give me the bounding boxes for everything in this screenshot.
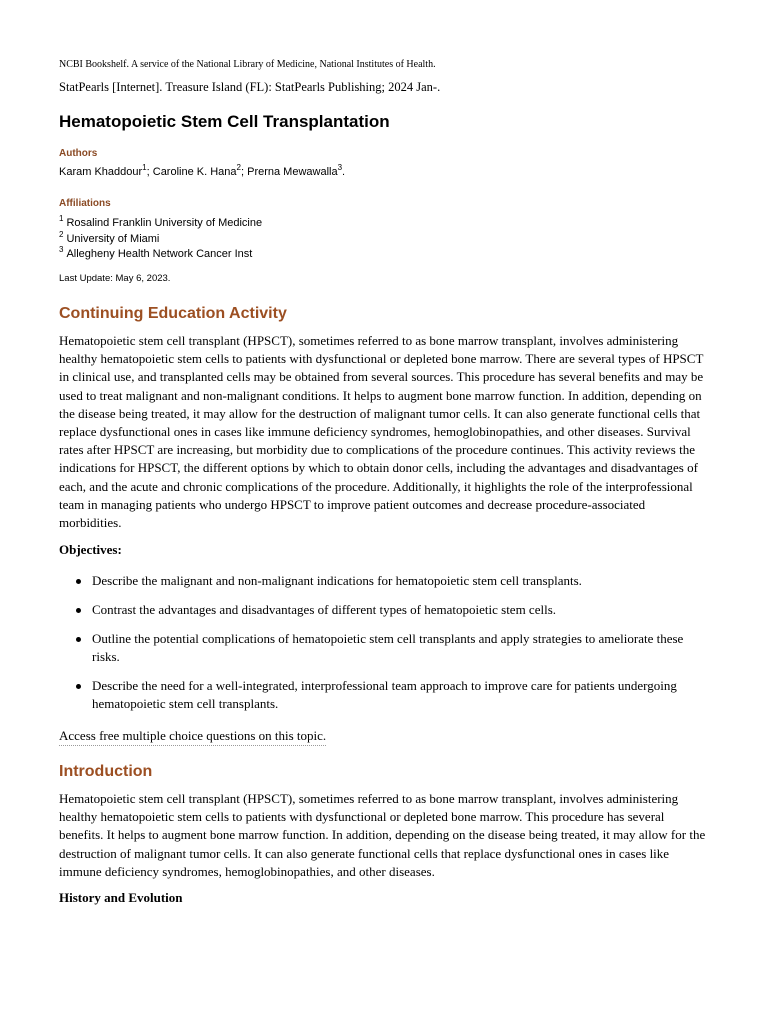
objective-item xyxy=(59,601,709,619)
affiliation-number: 3 xyxy=(59,245,64,254)
bullet-icon xyxy=(76,637,81,642)
cea-heading: Continuing Education Activity xyxy=(59,305,287,322)
author-name[interactable]: Karam Khaddour xyxy=(59,166,143,178)
authors-line xyxy=(59,163,346,178)
affiliation-name: Allegheny Health Network Cancer Inst xyxy=(66,248,253,260)
objective-text: Describe the malignant and non-malignant indications for hematopoietic stem cell transplants. xyxy=(92,573,582,588)
last-update: Last Update: May 6, 2023. xyxy=(59,273,171,284)
objective-item xyxy=(59,677,709,713)
author-name[interactable]: Prerna Mewawalla xyxy=(247,166,338,178)
cea-paragraph: Hematopoietic stem cell transplant (HPSCT), sometimes referred to as bone marrow transplant, involves administering healthy hematopoietic stem cells to patients with dysfunctional or depleted bone marrow. There are several types of HPSCT in clinical use, and transplanted cells may be obtained from several sources. This procedure has several benefits and may be used to treat malignant and non-malignant conditions. It helps to augment bone marrow function. In addition, depending on the disease being treated, it may allow for the destruction of malignant tumor cells. It can also generate functional cells that replace dysfunctional ones in cases like immune deficiency syndromes, hemoglobinopathies, and other diseases. Survival rates after HPSCT are increasing, but morbidity due to complications of the procedure continues. This activity reviews the indications for HPSCT, the different options by which to obtain donor cells, including the advantages and disadvantages of each, and the acute and chronic complications of the procedure. Additionally, it highlights the role of the interprofessional team in managing patients who undergo HPSCT to improve patient outcomes and decrease procedure-associated morbidities. xyxy=(59,333,704,531)
objective-text: Describe the need for a well-integrated, interprofessional team approach to improve care for patients undergoing hematopoietic stem cell transplants. xyxy=(92,678,677,712)
affiliation-item xyxy=(59,229,262,248)
affiliations-label: Affiliations xyxy=(59,198,111,209)
introduction-heading: Introduction xyxy=(59,763,153,780)
affiliation-number: 1 xyxy=(59,214,64,223)
citation-line: StatPearls [Internet]. Treasure Island (FL): StatPearls Publishing; 2024 Jan-. xyxy=(59,80,441,94)
affiliation-item xyxy=(59,247,262,263)
objective-text: Contrast the advantages and disadvantages of different types of hematopoietic stem cells. xyxy=(92,602,557,617)
objective-text: Outline the potential complications of hematopoietic stem cell transplants and apply strategies to ameliorate these risks. xyxy=(92,631,684,665)
author-affiliation-ref: 1 xyxy=(142,163,147,172)
objective-item xyxy=(59,630,709,666)
authors-label: Authors xyxy=(59,148,98,159)
affiliation-name: University of Miami xyxy=(66,232,160,245)
author-separator: ; xyxy=(240,166,248,178)
affiliations-list xyxy=(59,216,262,263)
affiliation-number: 2 xyxy=(59,229,64,239)
author-affiliation-ref: 2 xyxy=(236,163,241,172)
author-separator: ; xyxy=(146,166,153,178)
objective-item xyxy=(59,572,709,590)
bullet-icon xyxy=(76,579,81,584)
bullet-icon xyxy=(76,684,81,689)
affiliation-item xyxy=(59,216,262,232)
author-name[interactable]: Caroline K. Hana xyxy=(152,166,237,178)
article-title: Hematopoietic Stem Cell Transplantation xyxy=(59,112,390,131)
affiliation-name: Rosalind Franklin University of Medicine xyxy=(66,217,263,229)
history-subheading: History and Evolution xyxy=(59,890,183,905)
mcq-access-link[interactable]: Access free multiple choice questions on this topic. xyxy=(59,728,326,746)
author-separator: . xyxy=(342,166,346,178)
ncbi-banner: NCBI Bookshelf. A service of the National Library of Medicine, National Institutes of Health. xyxy=(59,59,436,70)
objectives-label: Objectives: xyxy=(59,542,122,557)
author-affiliation-ref: 3 xyxy=(337,163,343,172)
introduction-paragraph: Hematopoietic stem cell transplant (HPSCT), sometimes referred to as bone marrow transplant, involves administering healthy hematopoietic stem cells to patients with dysfunctional or depleted bone marrow. This procedure has several benefits. It helps to augment bone marrow function. In addition, depending on the disease being treated, it may allow for the destruction of malignant tumor cells. It can also generate functional cells that replace dysfunctional ones in cases like immune deficiency syndromes, hemoglobinopathies, and other diseases. xyxy=(59,791,706,879)
bullet-icon xyxy=(76,608,81,613)
